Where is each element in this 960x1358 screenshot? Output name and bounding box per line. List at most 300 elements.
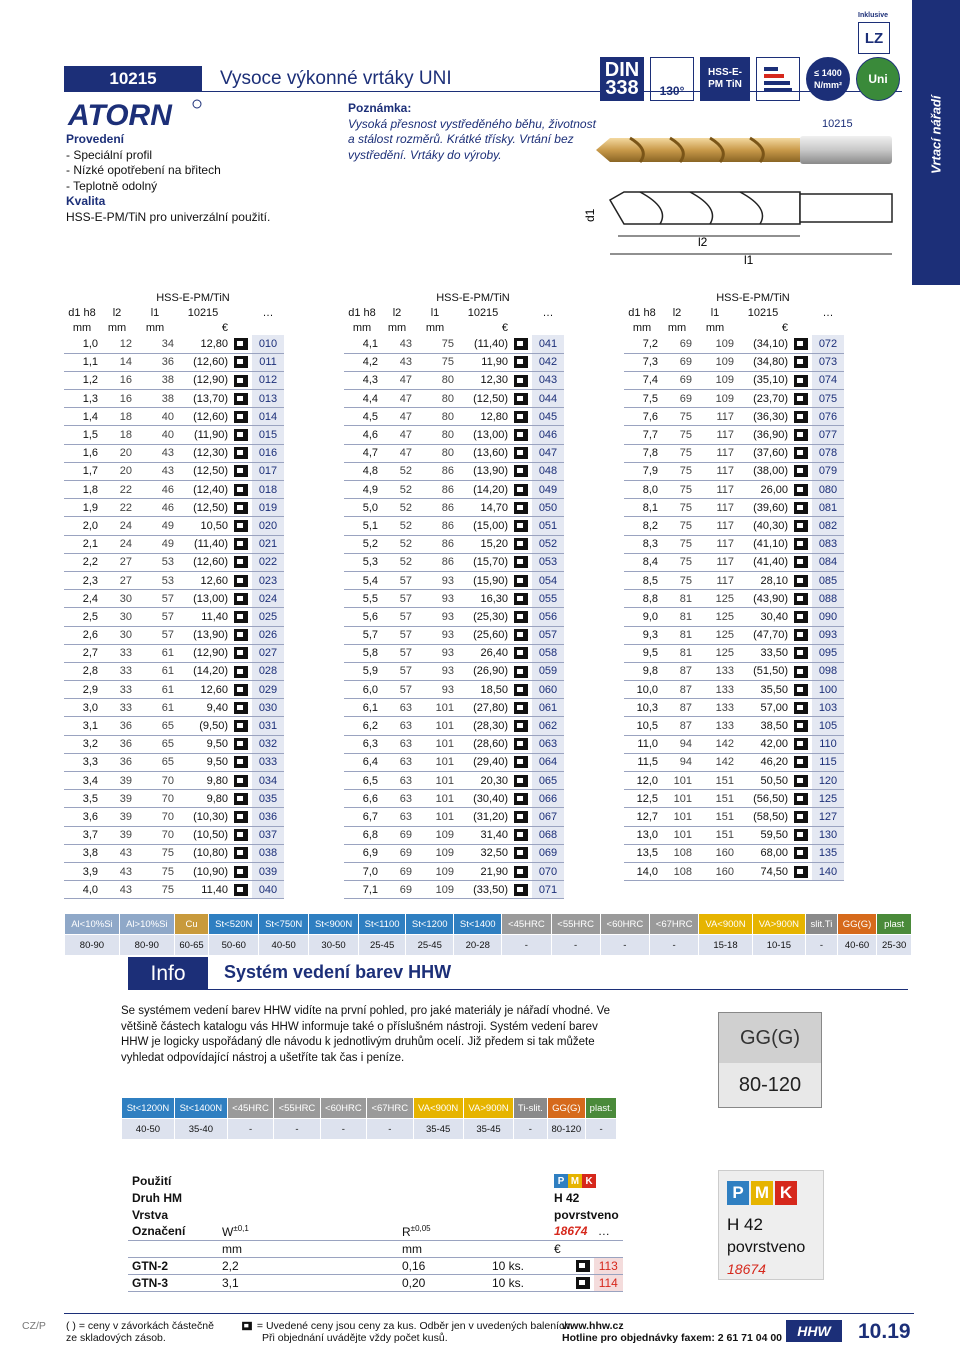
material-value: 30-50 bbox=[309, 935, 359, 956]
table-row: 4,2 43 75 11,90 042 bbox=[344, 353, 568, 371]
material-label: Al>10%Si bbox=[119, 914, 174, 935]
stock-icon bbox=[234, 647, 248, 659]
mini-material-value: 80-120 bbox=[547, 1119, 586, 1140]
mini-material-value: 35-40 bbox=[174, 1119, 227, 1140]
stock-icon bbox=[234, 793, 248, 805]
table-row: 6,7 63 101 (31,20) 067 bbox=[344, 808, 568, 826]
table-row: 10,3 87 133 57,00 103 bbox=[624, 699, 848, 717]
material-label: <45HRC bbox=[502, 914, 551, 935]
features-block bbox=[66, 132, 270, 225]
footer-rule bbox=[64, 1313, 914, 1314]
stock-icon bbox=[234, 684, 248, 696]
table-row: 4,6 47 80 (13,00) 046 bbox=[344, 426, 568, 444]
table-row: 11,5 94 142 46,20 115 bbox=[624, 753, 848, 771]
stock-icon bbox=[794, 647, 808, 659]
table-row: 7,9 75 117 (38,00) 079 bbox=[624, 462, 848, 480]
stock-icon bbox=[794, 575, 808, 587]
table-row: 2,8 33 61 (14,20) 028 bbox=[64, 662, 288, 680]
table-row: 3,8 43 75 (10,80) 038 bbox=[64, 844, 288, 862]
mini-material-label: St<1200N bbox=[122, 1098, 175, 1119]
stock-icon bbox=[794, 793, 808, 805]
table-row: 9,8 87 133 (51,50) 098 bbox=[624, 662, 848, 680]
table-row: 6,2 63 101 (28,30) 062 bbox=[344, 717, 568, 735]
table-row: 6,3 63 101 (28,60) 063 bbox=[344, 735, 568, 753]
material-value: 25-45 bbox=[359, 935, 406, 956]
stock-icon bbox=[514, 884, 528, 896]
pmk-letter: P bbox=[727, 1181, 749, 1205]
table-row: 11,0 94 142 42,00 110 bbox=[624, 735, 848, 753]
stock-icon bbox=[514, 556, 528, 568]
table-row: 6,5 63 101 20,30 065 bbox=[344, 772, 568, 790]
table-row: 1,1 14 36 (12,60) 011 bbox=[64, 353, 288, 371]
stock-icon bbox=[794, 338, 808, 350]
mini-material-label: VA>900N bbox=[463, 1098, 513, 1119]
material-label: <67HRC bbox=[650, 914, 699, 935]
stock-icon bbox=[514, 465, 528, 477]
stock-icon bbox=[234, 556, 248, 568]
stock-icon bbox=[234, 775, 248, 787]
table-row: 3,3 36 65 9,50 033 bbox=[64, 753, 288, 771]
product-table-3: HSS-E-PM/TiN d1 h8 l2 l1 10215 … mm mm mm € 7,2 69 109 (34,10) 072 7,3 69 109 (34,80) 073 7,4 69 109 (35,10) 074 7,5 69 109 (23,70) 075 7,6 75 117 (36,30) 076 7,7 75 117 (36,90) 077 7,8 75 117 (37,60) 078 7,9 75 117 (38,00) 079 8,0 75 117 26,00 080 8,1 75 117 (39,60) 081 8,2 75 117 (40,30) 082 8,3 75 117 (41,10) 083 8,4 75 117 (41,40) 084 8,5 75 117 28,10 085 8,8 81 125 (43,90) 088 9,0 81 125 30,40 090 9,3 81 125 (47,70) 093 9,5 81 125 33,50 095 9,8 87 133 (51,50) 098 10,0 87 133 35,50 100 10,3 87 133 57,00 103 10,5 87 133 38,50 105 11,0 94 142 42,00 110 11,5 94 142 46,20 115 12,0 101 151 50,50 120 12,5 101 151 (56,50) 125 12,7 101 151 (58,50) 127 13,0 101 151 59,50 130 13,5 108 160 68,00 135 14,0 108 160 74,50 140 bbox=[624, 290, 848, 881]
table-row: 2,5 30 57 11,40 025 bbox=[64, 608, 288, 626]
stock-icon bbox=[234, 829, 248, 841]
table-row: 6,9 69 109 32,50 069 bbox=[344, 844, 568, 862]
stock-icon bbox=[234, 738, 248, 750]
stock-icon bbox=[514, 829, 528, 841]
stock-icon bbox=[234, 575, 248, 587]
stock-icon bbox=[514, 793, 528, 805]
table-row: 2,6 30 57 (13,90) 026 bbox=[64, 626, 288, 644]
table-row: 7,4 69 109 (35,10) 074 bbox=[624, 371, 848, 389]
mini-material-label: VA<900N bbox=[413, 1098, 463, 1119]
stock-icon bbox=[514, 411, 528, 423]
stock-icon bbox=[514, 502, 528, 514]
material-value: 50-60 bbox=[209, 935, 259, 956]
ex-druh: H 42 bbox=[554, 1190, 580, 1205]
ex-vrstva: povrstveno bbox=[554, 1207, 619, 1222]
mini-material-label: St<1400N bbox=[174, 1098, 227, 1119]
material-label: St<1400 bbox=[454, 914, 502, 935]
material-value: 40-60 bbox=[837, 935, 877, 956]
gg-card-label: GG(G) bbox=[719, 1013, 821, 1063]
dim-d1: d1 bbox=[583, 208, 597, 222]
stock-icon bbox=[234, 520, 248, 532]
material-label: St<520N bbox=[209, 914, 259, 935]
table-row: 1,5 18 40 (11,90) 015 bbox=[64, 426, 288, 444]
table-row: 12,7 101 151 (58,50) 127 bbox=[624, 808, 848, 826]
material-label: VA>900N bbox=[752, 914, 805, 935]
stock-icon bbox=[794, 484, 808, 496]
material-value: 25-45 bbox=[406, 935, 454, 956]
stock-icon bbox=[794, 593, 808, 605]
page-number: 10.19 bbox=[858, 1320, 911, 1343]
material-value: - bbox=[806, 935, 838, 956]
table-row: 3,7 39 70 (10,50) 037 bbox=[64, 826, 288, 844]
stock-icon bbox=[794, 720, 808, 732]
stock-icon bbox=[794, 629, 808, 641]
table-row: 9,5 81 125 33,50 095 bbox=[624, 644, 848, 662]
info-rule bbox=[208, 989, 908, 990]
table-row: 10,0 87 133 35,50 100 bbox=[624, 681, 848, 699]
table-row: 3,2 36 65 9,50 032 bbox=[64, 735, 288, 753]
ex-row-oznaceni: Označení bbox=[128, 1223, 218, 1240]
material-value: 25-30 bbox=[877, 935, 912, 956]
material-label: St<900N bbox=[309, 914, 359, 935]
note-label: Poznámka: bbox=[348, 101, 412, 115]
mini-material-label: <67HRC bbox=[367, 1098, 413, 1119]
material-label: plast bbox=[877, 914, 912, 935]
product-table-2: HSS-E-PM/TiN d1 h8 l2 l1 10215 … mm mm mm € 4,1 43 75 (11,40) 041 4,2 43 75 11,90 042 4,3 47 80 12,30 043 4,4 47 80 (12,50) 044 4,5 47 80 12,80 045 4,6 47 80 (13,00) 046 4,7 47 80 (13,60) 047 4,8 52 86 (13,90) 048 4,9 52 86 (14,20) 049 5,0 52 86 14,70 050 5,1 52 86 (15,00) 051 5,2 52 86 15,20 052 5,3 52 86 (15,70) 053 5,4 57 93 (15,90) 054 5,5 57 93 16,30 055 5,6 57 93 (25,30) 056 5,7 57 93 (25,60) 057 5,8 57 93 26,40 058 5,9 57 93 (26,90) 059 6,0 57 93 18,50 060 6,1 63 101 (27,80) 061 6,2 63 101 (28,30) 062 6,3 63 101 (28,60) 063 6,4 63 101 (29,40) 064 6,5 63 101 20,30 065 6,6 63 101 (30,40) 066 6,7 63 101 (31,20) 067 6,8 69 109 31,40 068 6,9 69 109 32,50 069 7,0 69 109 21,90 070 7,1 69 109 (33,50) 071 bbox=[344, 290, 568, 899]
ex-row-druh: Druh HM bbox=[132, 1190, 182, 1205]
stock-icon bbox=[794, 829, 808, 841]
table-row: 2,9 33 61 12,60 029 bbox=[64, 681, 288, 699]
mini-material-value: - bbox=[367, 1119, 413, 1140]
mini-material-label: Ti-slit. bbox=[514, 1098, 547, 1119]
pmk-letter: K bbox=[582, 1174, 596, 1188]
pmk-card-vrstva: povrstveno bbox=[727, 1239, 806, 1256]
table-row: 4,0 43 75 11,40 040 bbox=[64, 881, 288, 899]
pmk-letter: M bbox=[751, 1181, 773, 1205]
feature-3: - Teplotně odolný bbox=[66, 178, 158, 193]
table-material: HSS-E-PM/TiN bbox=[716, 291, 790, 304]
stock-icon bbox=[514, 447, 528, 459]
table-row: 5,3 52 86 (15,70) 053 bbox=[344, 553, 568, 571]
ex-pmk-letters bbox=[554, 1173, 596, 1187]
stock-icon bbox=[514, 429, 528, 441]
table-row: 1,4 18 40 (12,60) 014 bbox=[64, 408, 288, 426]
material-label: slit.Ti bbox=[806, 914, 838, 935]
table-row: 4,4 47 80 (12,50) 044 bbox=[344, 390, 568, 408]
feature-2: - Nízké opotřebení na břitech bbox=[66, 163, 221, 177]
table-row: 7,6 75 117 (36,30) 076 bbox=[624, 408, 848, 426]
table-row: 8,2 75 117 (40,30) 082 bbox=[624, 517, 848, 535]
inklusive-icon: LZ bbox=[858, 22, 890, 54]
stock-icon bbox=[514, 775, 528, 787]
table-row: 7,0 69 109 21,90 070 bbox=[344, 862, 568, 880]
table-row: 9,3 81 125 (47,70) 093 bbox=[624, 626, 848, 644]
stock-icon bbox=[794, 702, 808, 714]
stock-icon bbox=[234, 866, 248, 878]
mini-material-value: - bbox=[320, 1119, 366, 1140]
stock-icon bbox=[794, 775, 808, 787]
table-row: 7,8 75 117 (37,60) 078 bbox=[624, 444, 848, 462]
stock-icon bbox=[794, 411, 808, 423]
stock-icon bbox=[794, 465, 808, 477]
stock-icon bbox=[514, 666, 528, 678]
stock-icon bbox=[514, 720, 528, 732]
mini-material-label: <60HRC bbox=[320, 1098, 366, 1119]
material-label: St<1200 bbox=[406, 914, 454, 935]
info-text: Se systémem vedení barev HHW vidíte na první pohled, pro jaké materiály je nářadí vhodné. Ve většině částech katalogu vás HHW informuje také o příslušném nástroji. Systém vedení barev HHW je logicky uspořádaný dle návodu k jednotlivým druhům ocelí. Již předem si tak můžete vyhledat odpovídající nástroj a ušetříte tak čas i peníze. bbox=[121, 1005, 611, 1064]
stock-icon bbox=[794, 866, 808, 878]
stock-icon bbox=[514, 847, 528, 859]
gg-card bbox=[718, 1012, 822, 1108]
hhw-logo: HHW bbox=[786, 1320, 842, 1342]
stock-icon bbox=[514, 520, 528, 532]
stock-icon bbox=[794, 447, 808, 459]
stock-icon bbox=[514, 738, 528, 750]
stock-icon bbox=[234, 847, 248, 859]
ex-oznaceni: 18674 bbox=[550, 1223, 594, 1240]
property-icons bbox=[600, 57, 900, 102]
table-row: 12,0 101 151 50,50 120 bbox=[624, 772, 848, 790]
mini-material-value: - bbox=[274, 1119, 320, 1140]
mini-material-value: - bbox=[514, 1119, 547, 1140]
inklusive-label: Inklusive bbox=[858, 12, 888, 19]
din-icon: DIN 338 bbox=[600, 57, 644, 101]
table-row: 8,1 75 117 (39,60) 081 bbox=[624, 499, 848, 517]
stock-icon bbox=[514, 647, 528, 659]
page-title: Vysoce výkonné vrtáky UNI bbox=[220, 68, 452, 89]
note-block bbox=[348, 101, 598, 163]
footer-contact: www.hhw.cz Hotline pro objednávky faxem: 2 61 71 04 00 bbox=[562, 1320, 783, 1344]
pmk-card-code: 18674 bbox=[727, 1261, 766, 1277]
table-row: 8,8 81 125 (43,90) 088 bbox=[624, 590, 848, 608]
table-row: 8,3 75 117 (41,10) 083 bbox=[624, 535, 848, 553]
mini-material-label: <45HRC bbox=[227, 1098, 273, 1119]
mini-material-value: 35-45 bbox=[463, 1119, 513, 1140]
ex-w: W bbox=[222, 1224, 234, 1239]
table-row: 5,6 57 93 (25,30) 056 bbox=[344, 608, 568, 626]
stock-icon bbox=[234, 629, 248, 641]
material-value: 15-18 bbox=[699, 935, 752, 956]
table-row: 4,3 47 80 12,30 043 bbox=[344, 371, 568, 389]
table-row: 6,8 69 109 31,40 068 bbox=[344, 826, 568, 844]
stock-icon bbox=[514, 375, 528, 387]
stock-icon bbox=[514, 756, 528, 768]
table-row: 5,4 57 93 (15,90) 054 bbox=[344, 571, 568, 589]
stock-icon bbox=[234, 611, 248, 623]
mini-material-value: - bbox=[227, 1119, 273, 1140]
stock-icon bbox=[234, 338, 248, 350]
table-row: 8,5 75 117 28,10 085 bbox=[624, 571, 848, 589]
material-label: <55HRC bbox=[551, 914, 600, 935]
table-row: 3,5 39 70 9,80 035 bbox=[64, 790, 288, 808]
stock-icon bbox=[234, 465, 248, 477]
stock-icon bbox=[794, 756, 808, 768]
table-row: 1,0 12 34 12,80 010 bbox=[64, 335, 288, 353]
table-row: 5,5 57 93 16,30 055 bbox=[344, 590, 568, 608]
stock-icon bbox=[794, 502, 808, 514]
stock-icon bbox=[514, 538, 528, 550]
stock-icon bbox=[514, 866, 528, 878]
material-value: 60-65 bbox=[174, 935, 209, 956]
stock-icon bbox=[794, 847, 808, 859]
stock-icon bbox=[234, 756, 248, 768]
table-row: 3,0 33 61 9,40 030 bbox=[64, 699, 288, 717]
stock-icon bbox=[514, 811, 528, 823]
stock-icon bbox=[794, 356, 808, 368]
table-row: 4,1 43 75 (11,40) 041 bbox=[344, 335, 568, 353]
ex-row-vrstva: Vrstva bbox=[132, 1207, 169, 1222]
table-row: 5,9 57 93 (26,90) 059 bbox=[344, 662, 568, 680]
table-row: 2,4 30 57 (13,00) 024 bbox=[64, 590, 288, 608]
stock-icon bbox=[234, 356, 248, 368]
table-row: 1,9 22 46 (12,50) 019 bbox=[64, 499, 288, 517]
table-row: 6,4 63 101 (29,40) 064 bbox=[344, 753, 568, 771]
table-row: 8,4 75 117 (41,40) 084 bbox=[624, 553, 848, 571]
material-value: 80-90 bbox=[119, 935, 174, 956]
material-label: GG(G) bbox=[837, 914, 877, 935]
material-label: St<750N bbox=[259, 914, 309, 935]
atorn-logo bbox=[66, 98, 202, 130]
stock-icon bbox=[514, 629, 528, 641]
footer-note-1: ( ) = ceny v závorkách částečně ze skladových zásob. bbox=[66, 1320, 214, 1344]
kvalita-text: HSS-E-PM/TiN pro univerzální použití. bbox=[66, 209, 271, 224]
stock-icon bbox=[514, 338, 528, 350]
stock-icon bbox=[514, 593, 528, 605]
stock-icon bbox=[514, 684, 528, 696]
table-row: 9,0 81 125 30,40 090 bbox=[624, 608, 848, 626]
table-row: 12,5 101 151 (56,50) 125 bbox=[624, 790, 848, 808]
stock-icon bbox=[234, 593, 248, 605]
footer-country: CZ/P bbox=[22, 1320, 46, 1332]
material-label: Cu bbox=[174, 914, 209, 935]
table-row: 5,8 57 93 26,40 058 bbox=[344, 644, 568, 662]
table-row: 5,1 52 86 (15,00) 051 bbox=[344, 517, 568, 535]
stock-icon bbox=[514, 356, 528, 368]
pmk-card bbox=[718, 1170, 824, 1280]
table-row: 3,4 39 70 9,80 034 bbox=[64, 772, 288, 790]
product-table-1: HSS-E-PM/TiN d1 h8 l2 l1 10215 … mm mm mm € 1,0 12 34 12,80 010 1,1 14 36 (12,60) 011 1,2 16 38 (12,90) 012 1,3 16 38 (13,70) 013 1,4 18 40 (12,60) 014 1,5 18 40 (11,90) 015 1,6 20 43 (12,30) 016 1,7 20 43 (12,50) 017 1,8 22 46 (12,40) 018 1,9 22 46 (12,50) 019 2,0 24 49 10,50 020 2,1 24 49 (11,40) 021 2,2 27 53 (12,60) 022 2,3 27 53 12,60 023 2,4 30 57 (13,00) 024 2,5 30 57 11,40 025 2,6 30 57 (13,90) 026 2,7 33 61 (12,90) 027 2,8 33 61 (14,20) 028 2,9 33 61 12,60 029 3,0 33 61 9,40 030 3,1 36 65 (9,50) 031 3,2 36 65 9,50 032 3,3 36 65 9,50 033 3,4 39 70 9,80 034 3,5 39 70 9,80 035 3,6 39 70 (10,30) 036 3,7 39 70 (10,50) 037 3,8 43 75 (10,80) 038 3,9 43 75 (10,90) 039 4,0 43 75 11,40 040 bbox=[64, 290, 288, 899]
material-label: <60HRC bbox=[600, 914, 649, 935]
mini-material-label: plast. bbox=[586, 1098, 617, 1119]
material-bar bbox=[64, 913, 912, 956]
stock-icon bbox=[234, 484, 248, 496]
table-row: 1,7 20 43 (12,50) 017 bbox=[64, 462, 288, 480]
mini-material-bar bbox=[121, 1097, 617, 1140]
stock-icon bbox=[794, 684, 808, 696]
table-row: 1,6 20 43 (12,30) 016 bbox=[64, 444, 288, 462]
material-value: 10-15 bbox=[752, 935, 805, 956]
stock-icon bbox=[514, 484, 528, 496]
pmk-card-druh: H 42 bbox=[727, 1215, 763, 1234]
stock-icon bbox=[234, 538, 248, 550]
material-value: - bbox=[600, 935, 649, 956]
stock-icon bbox=[234, 702, 248, 714]
material-label: St<1100 bbox=[359, 914, 406, 935]
pmk-letter: K bbox=[775, 1181, 797, 1205]
catalog-code: 10215 bbox=[64, 66, 202, 92]
stock-icon bbox=[234, 884, 248, 896]
table-row: 14,0 108 160 74,50 140 bbox=[624, 862, 848, 880]
table-row: 2,0 24 49 10,50 020 bbox=[64, 517, 288, 535]
stock-icon bbox=[794, 611, 808, 623]
table-row: 1,3 16 38 (13,70) 013 bbox=[64, 390, 288, 408]
table-row: 2,3 27 53 12,60 023 bbox=[64, 571, 288, 589]
table-row: 5,0 52 86 14,70 050 bbox=[344, 499, 568, 517]
pmk-card-letters bbox=[727, 1181, 797, 1205]
table-row: 1,8 22 46 (12,40) 018 bbox=[64, 481, 288, 499]
table-row: 13,5 108 160 68,00 135 bbox=[624, 844, 848, 862]
angle-icon: 130° bbox=[650, 57, 694, 101]
stock-icon bbox=[234, 502, 248, 514]
table-row: 4,7 47 80 (13,60) 047 bbox=[344, 444, 568, 462]
material-value: 40-50 bbox=[259, 935, 309, 956]
ex-row-pouziti: Použití bbox=[132, 1173, 172, 1188]
material-label: Al<10%Si bbox=[65, 914, 120, 935]
mini-material-value: - bbox=[586, 1119, 617, 1140]
material-value: - bbox=[502, 935, 551, 956]
uni-icon: Uni bbox=[856, 57, 900, 101]
table-row: 4,9 52 86 (14,20) 049 bbox=[344, 481, 568, 499]
table-row: 2,2 27 53 (12,60) 022 bbox=[64, 553, 288, 571]
table-row: 10,5 87 133 38,50 105 bbox=[624, 717, 848, 735]
table-row: 1,2 16 38 (12,90) 012 bbox=[64, 371, 288, 389]
example-table: Použití P M K Druh HM H 42 Vrstva povrstveno Označení $W^{\pm 0,1}$ $R^{\pm 0,05}$ 18674 … mm mm € GTN-2 2,2 0,16 10 ks. 113 GTN-3 3,1 0,20 10 ks. 114 bbox=[128, 1172, 623, 1292]
dim-l1: l1 bbox=[744, 253, 754, 267]
stock-icon bbox=[794, 375, 808, 387]
table-row: 6,6 63 101 (30,40) 066 bbox=[344, 790, 568, 808]
stock-icon bbox=[794, 538, 808, 550]
stock-icon bbox=[234, 720, 248, 732]
table-row: 2,1 24 49 (11,40) 021 bbox=[64, 535, 288, 553]
ex-item-gtn3: GTN-3 3,1 0,20 10 ks. 114 bbox=[128, 1274, 623, 1291]
info-badge: Info bbox=[128, 957, 208, 990]
logo-text: ATORN bbox=[68, 99, 172, 132]
table-material: HSS-E-PM/TiN bbox=[436, 291, 510, 304]
stock-icon bbox=[234, 447, 248, 459]
stock-icon bbox=[234, 375, 248, 387]
material-value: - bbox=[650, 935, 699, 956]
stock-icon bbox=[514, 575, 528, 587]
footer-note-2: = Uvedené ceny jsou ceny za kus. Odběr jen v uvedených baleních. Při objednání uvádějte vždy počet kusů. bbox=[240, 1320, 573, 1344]
stock-icon bbox=[514, 611, 528, 623]
feature-1: - Speciální profil bbox=[66, 147, 153, 162]
stock-icon bbox=[514, 393, 528, 405]
note-text: Vysoká přesnost vystředěného běhu, životnost a stálost rozměrů. Krátké třísky. Vrtání bez vystředění. Vrtáky do výroby. bbox=[348, 116, 596, 162]
material-label: VA<900N bbox=[699, 914, 752, 935]
stock-icon bbox=[234, 393, 248, 405]
coating-icon: HSS-E-PM TiN bbox=[700, 57, 750, 101]
stock-icon bbox=[514, 702, 528, 714]
table-row: 2,7 33 61 (12,90) 027 bbox=[64, 644, 288, 662]
drill-illustration bbox=[583, 128, 896, 268]
stock-icon bbox=[794, 811, 808, 823]
mini-material-value: 40-50 bbox=[122, 1119, 175, 1140]
stock-icon bbox=[234, 666, 248, 678]
material-value: - bbox=[551, 935, 600, 956]
table-row: 3,6 39 70 (10,30) 036 bbox=[64, 808, 288, 826]
table-row: 13,0 101 151 59,50 130 bbox=[624, 826, 848, 844]
stock-icon bbox=[234, 411, 248, 423]
table-row: 6,0 57 93 18,50 060 bbox=[344, 681, 568, 699]
table-row: 7,5 69 109 (23,70) 075 bbox=[624, 390, 848, 408]
stock-icon bbox=[794, 393, 808, 405]
mini-material-value: 35-45 bbox=[413, 1119, 463, 1140]
stock-icon bbox=[794, 738, 808, 750]
table-row: 6,1 63 101 (27,80) 061 bbox=[344, 699, 568, 717]
table-material: HSS-E-PM/TiN bbox=[156, 291, 230, 304]
side-label: Vrtací nářadí bbox=[928, 95, 944, 175]
dim-l2: l2 bbox=[698, 235, 708, 249]
kvalita-label: Kvalita bbox=[66, 194, 106, 208]
table-row: 7,2 69 109 (34,10) 072 bbox=[624, 335, 848, 353]
table-row: 7,7 75 117 (36,90) 077 bbox=[624, 426, 848, 444]
table-row: 7,3 69 109 (34,80) 073 bbox=[624, 353, 848, 371]
table-row: 4,8 52 86 (13,90) 048 bbox=[344, 462, 568, 480]
material-value: 80-90 bbox=[65, 935, 120, 956]
stock-icon bbox=[234, 811, 248, 823]
table-row: 8,0 75 117 26,00 080 bbox=[624, 481, 848, 499]
table-row: 5,7 57 93 (25,60) 057 bbox=[344, 626, 568, 644]
table-row: 3,1 36 65 (9,50) 031 bbox=[64, 717, 288, 735]
stock-icon bbox=[794, 556, 808, 568]
pmk-letter: M bbox=[568, 1174, 582, 1188]
provedeni-label: Provedení bbox=[66, 132, 125, 146]
stock-icon bbox=[794, 429, 808, 441]
mini-material-label: <55HRC bbox=[274, 1098, 320, 1119]
